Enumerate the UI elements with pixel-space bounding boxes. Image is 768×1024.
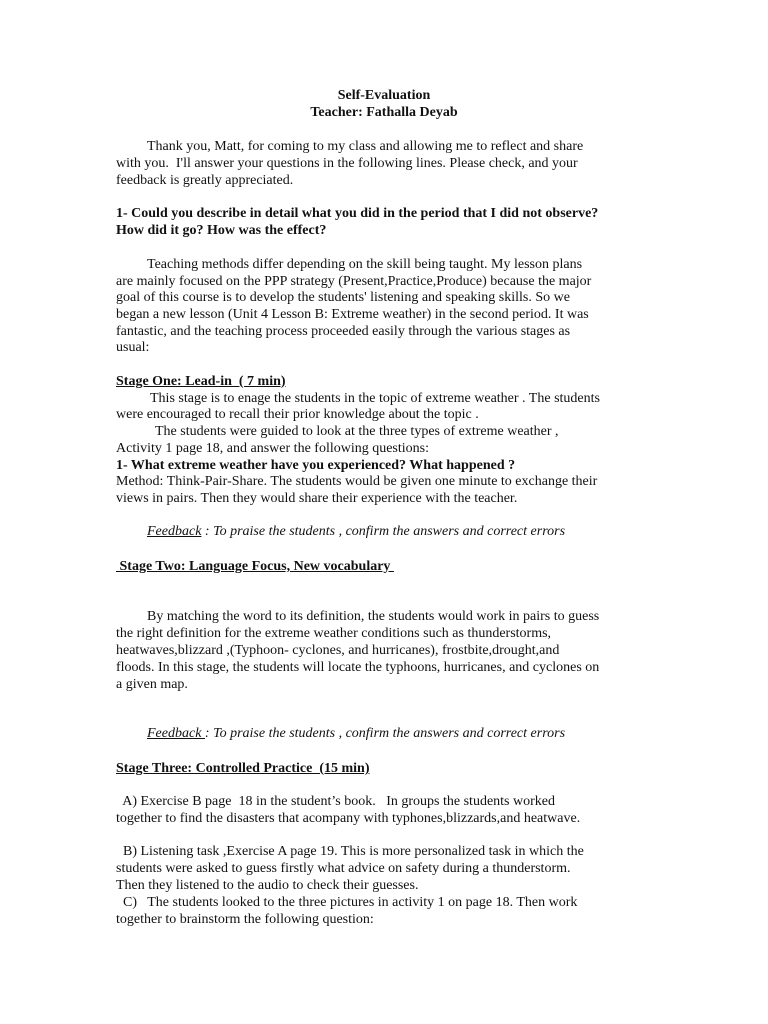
text-line: students were asked to guess firstly what advice on safety during a thunderstorm. — [116, 861, 571, 876]
text-line: Method: Think-Pair-Share. The students would be given one minute to exchange their — [116, 474, 598, 489]
text-line: a given map. — [116, 677, 188, 692]
text-line: together to find the disasters that acompany with typhones,blizzards,and heatwave. — [116, 811, 581, 826]
stage-one-heading: Stage One: Lead-in ( 7 min) — [116, 374, 286, 389]
feedback-line-2 — [147, 725, 565, 742]
text-line: usual: — [116, 340, 150, 355]
feedback-text: : To praise the students , confirm the answers and correct errors — [201, 524, 566, 539]
text-line: How did it go? How was the effect? — [116, 223, 327, 238]
text-line: are mainly focused on the PPP strategy (Present,Practice,Produce) because the major — [116, 274, 592, 289]
text-line: views in pairs. Then they would share their experience with the teacher. — [116, 491, 518, 506]
text-line: B) Listening task ,Exercise A page 19. This is more personalized task in which the — [116, 844, 584, 859]
stage-one-question: 1- What extreme weather have you experienced? What happened ? — [116, 458, 516, 473]
text-line: By matching the word to its definition, the students would work in pairs to guess — [147, 609, 600, 624]
text-line: together to brainstorm the following question: — [116, 912, 374, 927]
feedback-label: Feedback — [147, 726, 205, 741]
text-line: Activity 1 page 18, and answer the following questions: — [116, 441, 429, 456]
text-line: A) Exercise B page 18 in the student’s book. In groups the students worked — [116, 794, 555, 809]
text-line: goal of this course is to develop the students' listening and speaking skills. So we — [116, 290, 570, 305]
document-title: Self-Evaluation — [337, 88, 431, 103]
text-line: The students were guided to look at the three types of extreme weather , — [155, 424, 559, 439]
text-line: with you. I'll answer your questions in the following lines. Please check, and your — [116, 156, 578, 171]
feedback-line-1 — [147, 523, 565, 540]
text-line: C) The students looked to the three pictures in activity 1 on page 18. Then work — [116, 895, 578, 910]
teacher-name: Teacher: Fathalla Deyab — [310, 105, 458, 120]
text-line: fantastic, and the teaching process proceeded easily through the various stages as — [116, 324, 571, 339]
stage-two-heading: Stage Two: Language Focus, New vocabulary — [116, 559, 394, 574]
text-line: heatwaves,blizzard ,(Typhoon- cyclones, and hurricanes), frostbite,drought,and — [116, 643, 560, 658]
text-line: Thank you, Matt, for coming to my class and allowing me to reflect and share — [147, 139, 584, 154]
feedback-text: : To praise the students , confirm the answers and correct errors — [204, 726, 566, 741]
stage-three-heading: Stage Three: Controlled Practice (15 min) — [116, 761, 370, 776]
text-line: the right definition for the extreme weather conditions such as thunderstorms, — [116, 626, 552, 641]
text-line: 1- Could you describe in detail what you did in the period that I did not observe? — [116, 206, 599, 221]
text-line: began a new lesson (Unit 4 Lesson B: Extreme weather) in the second period. It was — [116, 307, 589, 322]
feedback-label: Feedback — [147, 524, 202, 539]
text-line: Then they listened to the audio to check their guesses. — [116, 878, 419, 893]
text-line: Teaching methods differ depending on the skill being taught. My lesson plans — [147, 257, 583, 272]
text-line: were encouraged to recall their prior knowledge about the topic . — [116, 407, 479, 422]
text-line: feedback is greatly appreciated. — [116, 173, 294, 188]
text-line: This stage is to enage the students in the topic of extreme weather . The students — [150, 391, 600, 406]
text-line: floods. In this stage, the students will locate the typhoons, hurricanes, and cyclones on — [116, 660, 600, 675]
